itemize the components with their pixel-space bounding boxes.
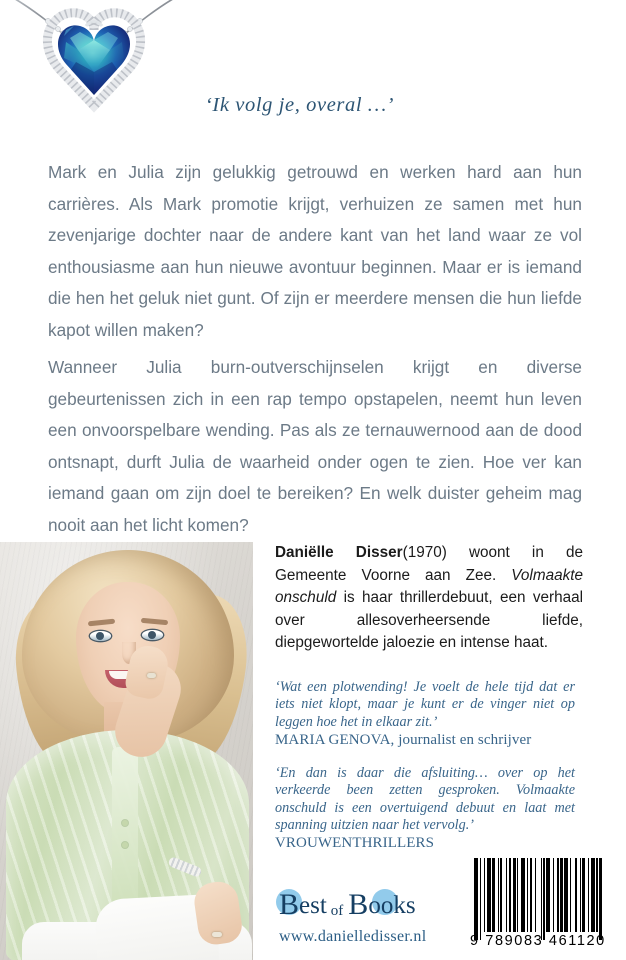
isbn-barcode [470, 858, 610, 954]
author-name: Daniëlle Disser [275, 544, 403, 561]
barcode-number: 9 789083 461120 [470, 933, 606, 949]
author-portrait-photo [0, 542, 253, 960]
heart-pendant-necklace-image [8, 0, 198, 146]
logo-word-ooks: ooks [368, 891, 416, 919]
blurb-paragraph-1 [48, 157, 582, 347]
blurb-text-2: Wanneer Julia burn-outverschijnselen krijgt en diverse gebeurtenissen zich in een rap tempo opstapelen, neemt hun leven een onvoorspelbare wending. Pas als ze ternauwernood aan de dood ontsnapt, durft Julia de waarheid onder ogen te zien. Hoe ver kan iemand gaan om zijn doel te bereiken? En welk duister geheim mag nooit aan het licht komen? [48, 357, 582, 535]
author-birth-year: (1970) [402, 544, 447, 561]
barcode-bars [474, 858, 606, 932]
bio-text-after-title: is haar thrillerdebuut, een verhaal over allesoverheersende liefde, diepgewortelde jaloezie en intense haat. [275, 589, 583, 652]
blurb-paragraph-2 [48, 352, 582, 542]
author-bio [275, 542, 583, 655]
blurb-text-1: Mark en Julia zijn gelukkig getrouwd en werken hard aan hun carrières. Als Mark promotie krijgt, verhuizen ze samen met hun zevenjarige dochter naar de andere kant van het land waar ze vol enthousiasme aan hun nieuwe avontuur beginnen. Maar er is iemand die hen het geluk niet gunt. Of zijn er meerdere mensen die hun liefde kapot willen maken? [48, 162, 582, 340]
logo-word-est: est [299, 891, 327, 919]
review-quote-2 [275, 765, 575, 852]
review-quote-1 [275, 679, 575, 749]
logo-letter-b-1: B [279, 888, 300, 921]
bio-text-before-title: woont in de Gemeente Voorne aan Zee. [275, 544, 583, 584]
review-quote-1-source: MARIA GENOVA, journalist en schrijver [275, 731, 532, 748]
publisher-logo-best-of-books [279, 888, 416, 922]
review-quote-2-text: ‘En dan is daar die afsluiting… over op het verkeerde been zetten gesproken. Volmaakte onschuld is een overtuigend debuut en laat met spanning uitzien naar het vervolg.’ [275, 765, 575, 833]
logo-letter-b-2: B [348, 888, 369, 921]
logo-word-of: of [330, 903, 344, 919]
review-quote-2-source: VROUWENTHRILLERS [275, 835, 435, 852]
author-website-url[interactable]: www.danielledisser.nl [279, 928, 427, 945]
tagline: ‘Ik volg je, overal …’ [205, 94, 395, 116]
portrait-figure [0, 542, 253, 960]
review-quote-1-text: ‘Wat een plotwending! Je voelt de hele tijd dat er iets niet klopt, maar je kunt er de vinger niet op leggen hoe het in elkaar zit.’ [275, 679, 575, 730]
book-title: Volmaakte onschuld [275, 566, 583, 607]
